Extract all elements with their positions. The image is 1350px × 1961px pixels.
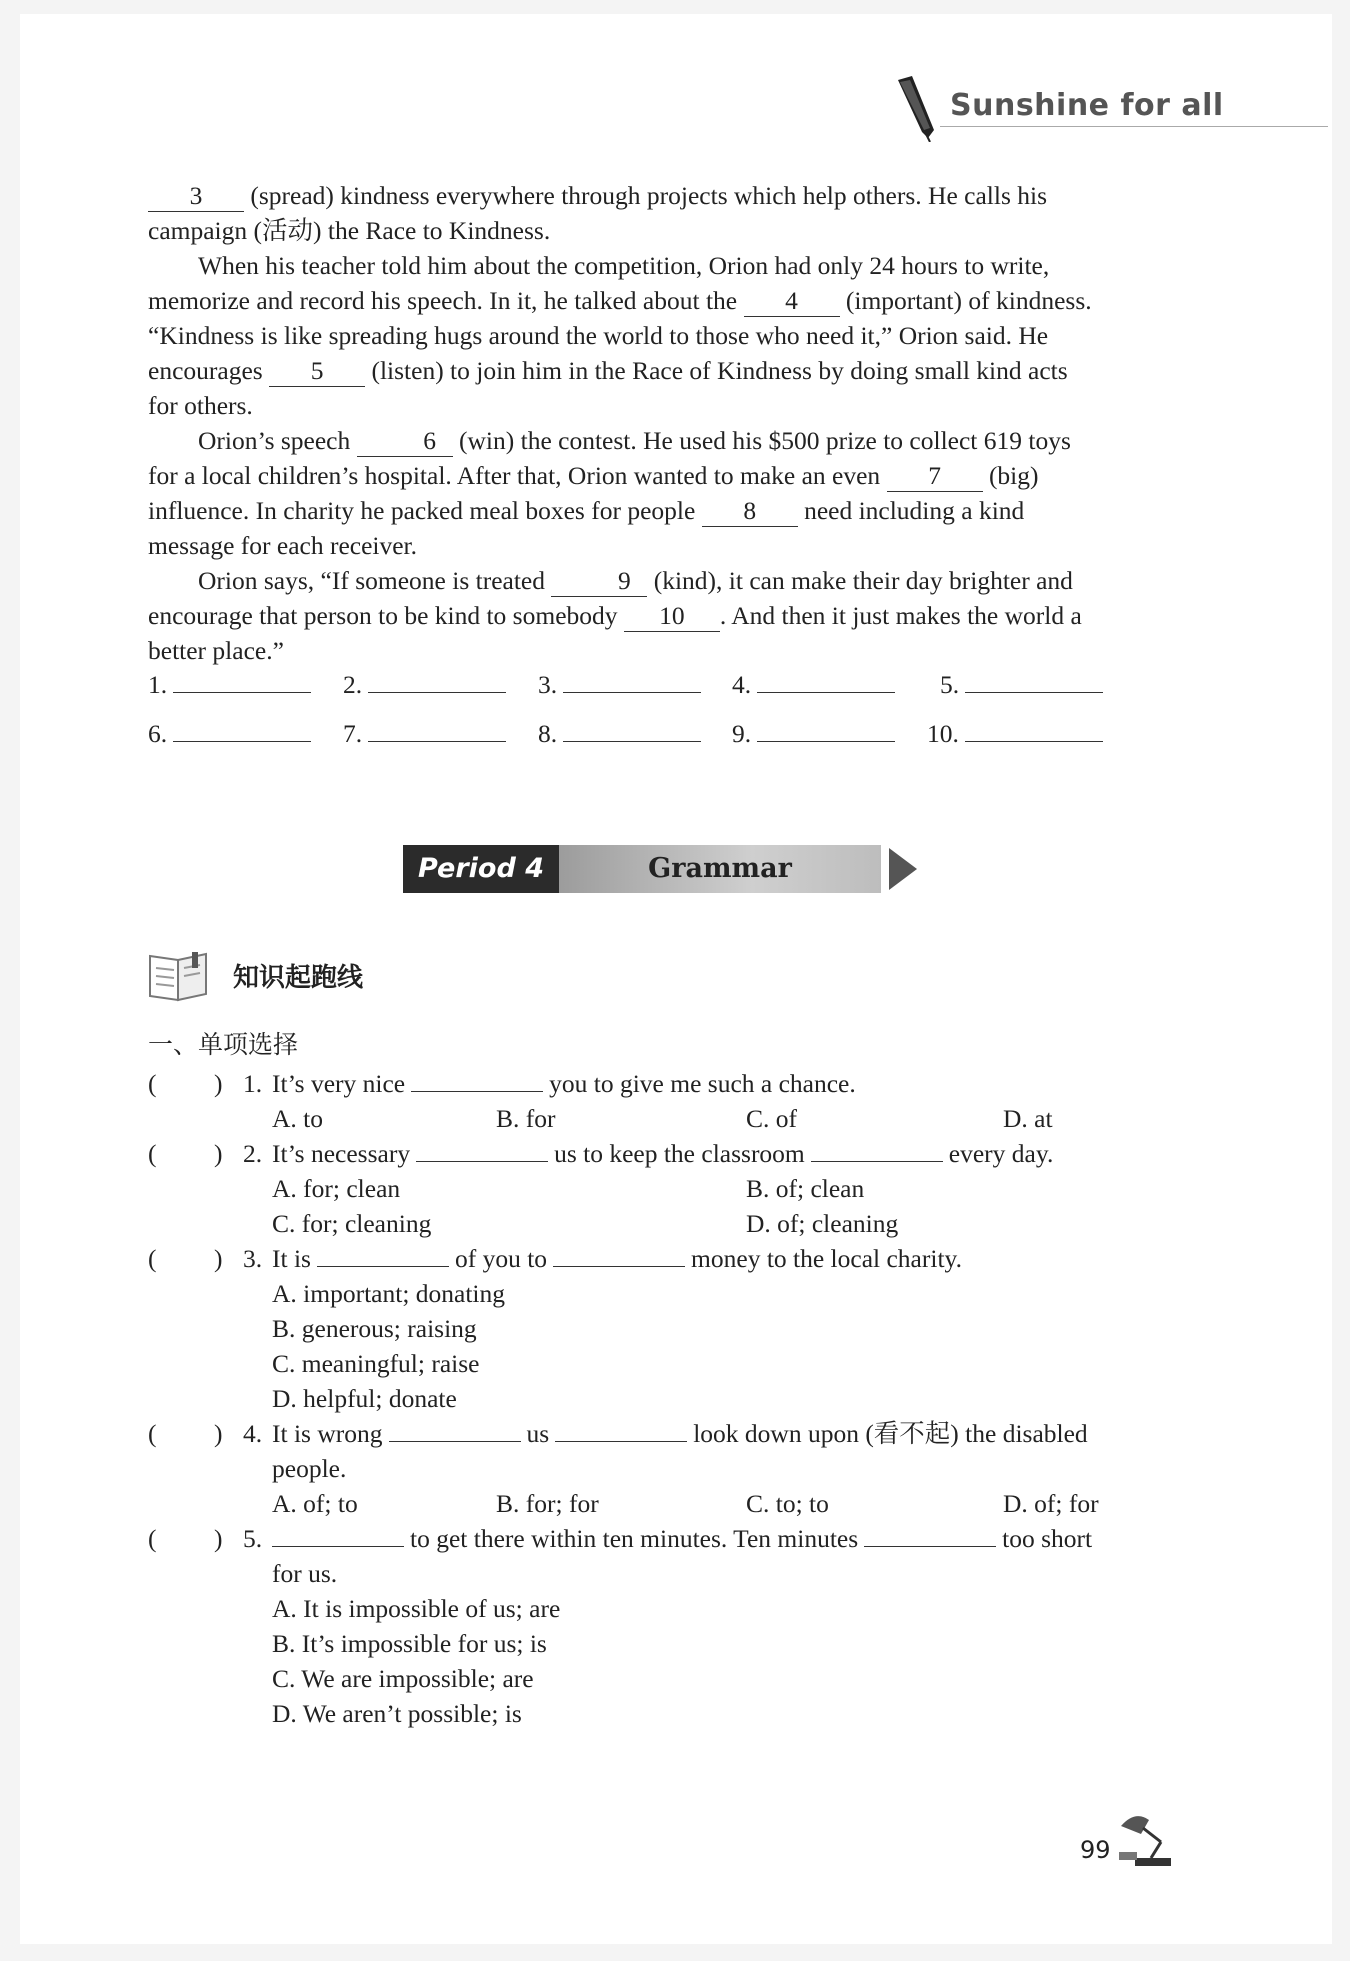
passage-text: (spread) kindness everywhere through projects which help others. He calls his — [250, 181, 1048, 210]
answer-line-1[interactable] — [148, 668, 311, 700]
passage-text: need including a kind — [804, 496, 1025, 525]
question-text: It is wrong — [272, 1419, 383, 1448]
answer-label: 3. — [538, 670, 558, 699]
question-text: every day. — [948, 1139, 1054, 1168]
answer-line-6[interactable] — [148, 717, 311, 749]
answer-line-2[interactable] — [343, 668, 506, 700]
option-d[interactable]: D. of; for — [1003, 1489, 1099, 1518]
answer-line-5[interactable] — [940, 668, 1103, 700]
passage-text: “Kindness is like spreading hugs around the world to those who need it,” Orion said. He — [148, 321, 1049, 350]
question-text: too short — [1002, 1524, 1093, 1553]
reading-passage — [148, 178, 1188, 668]
passage-text: Orion’s speech — [198, 426, 351, 455]
passage-text: (important) of kindness. — [845, 286, 1092, 315]
question-number: 2. — [243, 1139, 263, 1168]
option-a[interactable]: A. of; to — [272, 1489, 358, 1518]
question-text: It’s necessary — [272, 1139, 411, 1168]
answer-paren[interactable]: ( — [148, 1419, 157, 1448]
answer-blank[interactable] — [965, 668, 1103, 693]
part-title: 一、单项选择 — [148, 1030, 299, 1059]
blank-7: 7 — [887, 461, 983, 492]
question-text: look down upon (看不起) the disabled — [693, 1419, 1088, 1448]
answer-line-7[interactable] — [343, 717, 506, 749]
blank-8: 8 — [702, 496, 798, 527]
question-text: to get there within ten minutes. Ten minutes — [410, 1524, 859, 1553]
question-blank — [553, 1242, 685, 1267]
answer-label: 10. — [927, 719, 959, 748]
answer-blank[interactable] — [757, 668, 895, 693]
question-text: for us. — [272, 1559, 338, 1588]
pen-icon — [890, 72, 950, 142]
question-blank — [864, 1522, 996, 1547]
question-4 — [148, 1416, 1188, 1521]
question-5 — [148, 1521, 1188, 1728]
answer-label: 4. — [732, 670, 752, 699]
answer-label: 9. — [732, 719, 752, 748]
answer-label: 1. — [148, 670, 168, 699]
blank-9: 9 — [551, 566, 647, 597]
arrow-icon — [889, 848, 917, 890]
answer-paren: ) — [214, 1244, 223, 1273]
option-d[interactable]: D. helpful; donate — [272, 1384, 457, 1413]
passage-text: encourage that person to be kind to somebody — [148, 601, 618, 630]
answer-line-4[interactable] — [732, 668, 895, 700]
option-b[interactable]: B. of; clean — [746, 1174, 865, 1203]
answer-blank[interactable] — [173, 668, 311, 693]
passage-text: Orion says, “If someone is treated — [198, 566, 545, 595]
option-a[interactable]: A. to — [272, 1104, 323, 1133]
answer-blank[interactable] — [965, 717, 1103, 742]
section-title: 知识起跑线 — [233, 963, 364, 993]
page-number: 99 — [1080, 1836, 1111, 1864]
passage-text: (win) the contest. He used his $500 prize to collect 619 toys — [459, 426, 1071, 455]
question-blank — [555, 1417, 687, 1442]
passage-text: encourages — [148, 356, 263, 385]
option-b[interactable]: B. generous; raising — [272, 1314, 477, 1343]
answer-paren[interactable]: ( — [148, 1069, 157, 1098]
question-blank — [317, 1242, 449, 1267]
question-number: 5. — [243, 1524, 263, 1553]
header-rule — [940, 126, 1328, 127]
blank-3: 3 — [148, 181, 244, 212]
option-c[interactable]: C. for; cleaning — [272, 1209, 432, 1238]
answer-label: 7. — [343, 719, 363, 748]
blank-6: 6 — [357, 426, 453, 457]
answer-blank[interactable] — [368, 668, 506, 693]
question-text: people. — [272, 1454, 347, 1483]
question-text: us — [526, 1419, 550, 1448]
option-d[interactable]: D. at — [1003, 1104, 1053, 1133]
question-1 — [148, 1066, 1188, 1136]
question-blank — [389, 1417, 521, 1442]
option-c[interactable]: C. to; to — [746, 1489, 829, 1518]
question-text: It is — [272, 1244, 311, 1273]
option-d[interactable]: D. We aren’t possible; is — [272, 1699, 522, 1728]
option-c[interactable]: C. meaningful; raise — [272, 1349, 480, 1378]
header-title: Sunshine for all — [950, 88, 1224, 123]
question-text: you to give me such a chance. — [549, 1069, 856, 1098]
passage-text: . And then it just makes the world a — [719, 601, 1082, 630]
answer-paren: ) — [214, 1524, 223, 1553]
passage-text: (listen) to join him in the Race of Kindness by doing small kind acts — [371, 356, 1068, 385]
passage-text: campaign (活动) the Race to Kindness. — [148, 216, 551, 245]
blank-4: 4 — [744, 286, 840, 317]
book-icon — [148, 950, 214, 1002]
option-b[interactable]: B. for; for — [496, 1489, 599, 1518]
answer-blank[interactable] — [368, 717, 506, 742]
passage-text: (kind), it can make their day brighter and — [653, 566, 1073, 595]
answer-line-8[interactable] — [538, 717, 701, 749]
question-number: 1. — [243, 1069, 263, 1098]
answer-blank[interactable] — [173, 717, 311, 742]
answer-paren[interactable]: ( — [148, 1244, 157, 1273]
answer-paren: ) — [214, 1419, 223, 1448]
answer-paren[interactable]: ( — [148, 1524, 157, 1553]
answer-paren[interactable]: ( — [148, 1139, 157, 1168]
answer-paren: ) — [214, 1069, 223, 1098]
option-c[interactable]: C. We are impossible; are — [272, 1664, 534, 1693]
passage-text: influence. In charity he packed meal boxes for people — [148, 496, 696, 525]
passage-text: for a local children’s hospital. After that, Orion wanted to make an even — [148, 461, 881, 490]
question-3 — [148, 1241, 1188, 1416]
question-2 — [148, 1136, 1188, 1241]
answer-label: 6. — [148, 719, 168, 748]
answer-label: 8. — [538, 719, 558, 748]
answer-blank[interactable] — [757, 717, 895, 742]
option-a[interactable]: A. It is impossible of us; are — [272, 1594, 561, 1623]
question-number: 4. — [243, 1419, 263, 1448]
question-text: us to keep the classroom — [554, 1139, 805, 1168]
option-b[interactable]: B. It’s impossible for us; is — [272, 1629, 547, 1658]
option-a[interactable]: A. important; donating — [272, 1279, 506, 1308]
answer-blank[interactable] — [563, 717, 701, 742]
question-number: 3. — [243, 1244, 263, 1273]
passage-text: better place.” — [148, 636, 284, 665]
blank-5: 5 — [269, 356, 365, 387]
option-d[interactable]: D. of; cleaning — [746, 1209, 899, 1238]
answer-label: 5. — [940, 670, 960, 699]
answer-line-10[interactable] — [927, 717, 1103, 749]
period-label: Period 4 — [403, 845, 559, 893]
question-text: of you to — [454, 1244, 548, 1273]
question-text: It’s very nice — [272, 1069, 406, 1098]
blank-10: 10 — [624, 601, 720, 632]
question-text: money to the local charity. — [691, 1244, 963, 1273]
answer-blank[interactable] — [563, 668, 701, 693]
passage-text: message for each receiver. — [148, 531, 418, 560]
answer-line-9[interactable] — [732, 717, 895, 749]
topic-label: Grammar — [559, 845, 881, 893]
passage-text: When his teacher told him about the competition, Orion had only 24 hours to write, — [198, 251, 1050, 280]
question-blank — [272, 1522, 404, 1547]
question-blank — [416, 1137, 548, 1162]
question-blank — [811, 1137, 943, 1162]
passage-text: memorize and record his speech. In it, he talked about the — [148, 286, 738, 315]
desk-lamp-icon — [1115, 1808, 1175, 1870]
passage-text: (big) — [988, 461, 1039, 490]
question-blank — [411, 1067, 543, 1092]
answer-label: 2. — [343, 670, 363, 699]
passage-text: for others. — [148, 391, 253, 420]
answer-line-3[interactable] — [538, 668, 701, 700]
answer-paren: ) — [214, 1139, 223, 1168]
option-b[interactable]: B. for — [496, 1104, 556, 1133]
option-c[interactable]: C. of — [746, 1104, 797, 1133]
option-a[interactable]: A. for; clean — [272, 1174, 401, 1203]
